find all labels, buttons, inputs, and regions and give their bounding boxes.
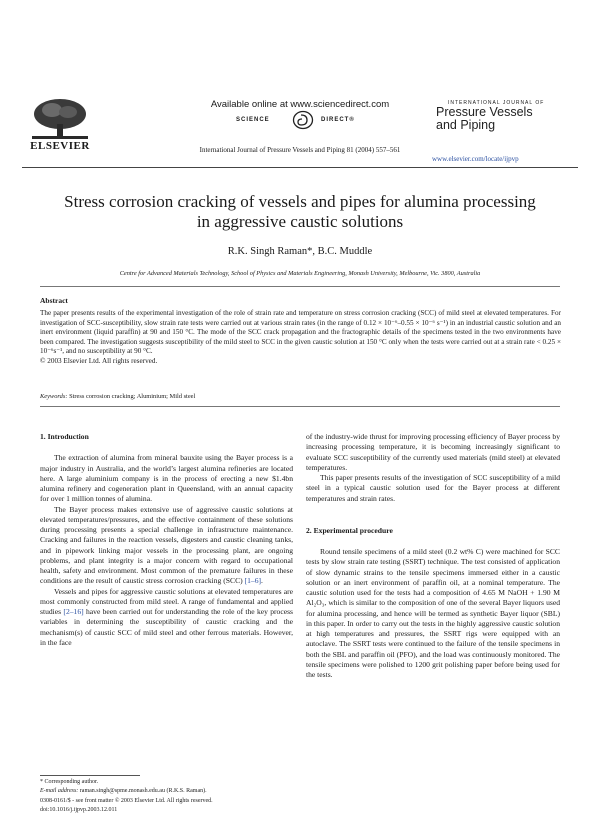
abstract-body [40,309,561,367]
abstract-copyright: © 2003 Elsevier Ltd. All rights reserved. [40,356,158,365]
intro-paragraph-4: of the industry-wide thrust for improving processing efficiency of Bayer process by increasing processing temperature, it is becoming increasingly significant to evaluate SCC susceptibility of the currently used materials (mild steel) at elevated temperatures. [306,432,560,472]
journal-logo-small: INTERNATIONAL JOURNAL OF [448,100,545,106]
journal-logo-line2: and Piping [436,118,496,132]
affiliation: Centre for Advanced Materials Technology, School of Physics and Materials Engineering, Monash University, Melbourne, Vic. 3800, Australia [119,270,481,277]
corresponding-author-note: * Corresponding author. [40,779,99,785]
experimental-heading: 2. Experimental procedure [306,525,393,535]
title-line-2: in aggressive caustic solutions [196,212,404,231]
citation-link[interactable]: [1–6] [244,576,262,586]
intro-heading: 1. Introduction [40,432,89,441]
keywords [40,393,195,400]
intro-paragraph-2: The Bayer process makes extensive use of aggressive caustic solutions at elevated temperatures/pressures, and the effective containment of these solutions during processing presents a special challenge in infrastructure maintenance. Cracking and failures in the reaction vessels, digesters and caustic cleaning tanks, and in pipework linking major vessels in the processing plant, are ongoing problems, and plant integrity is a major concern with regard to occupational health, safety and environment. Most common of the premature failures in these conditions are the result of caustic stress corrosion cracking (SCC) [1–6]. [40,504,293,586]
article-title [30,192,570,232]
journal-url-link[interactable]: www.elsevier.com/locate/ijpvp [432,155,519,163]
email-label: E-mail address: [40,787,79,794]
intro-paragraph-1: The extraction of alumina from mineral bauxite using the Bayer process is a major industry in Australia, and the world’s largest alumina refineries are located here. A large aluminium company is in the process of erecting a new $1.4bn alumina refinery and cogeneration plant in Queensland, with an annual capacity for over 1 million tonnes of alumina. [40,453,293,504]
page-footer [40,797,340,814]
abstract-heading: Abstract [40,296,68,305]
keywords-label: Keywords: [40,393,68,400]
right-column [306,432,560,680]
email-line [40,787,300,796]
elsevier-tree-icon [22,96,98,140]
elsevier-wordmark: ELSEVIER [30,140,90,152]
sd-brand-right: DIRECT® [321,117,355,123]
journal-citation: International Journal of Pressure Vessels and Piping 81 (2004) 557–561 [199,146,401,154]
intro-paragraph-5: This paper presents results of the investigation of SCC susceptibility of a mild steel in a typical caustic solution used for the Bayer process at different temperatures and strain rates. [306,473,560,503]
footnote-divider [40,775,140,776]
intro-p2-text: The Bayer process makes extensive use of aggressive caustic solutions at elevated temperatures/pressures, and the effective containment of these solutions during processing presents a special challenge in infrastructure maintenance. Cracking and failures in the reaction vessels, digesters and caustic cleaning tanks, and in pipework linking major vessels in the processing plant, are ongoing problems, and plant integrity is a major concern with regard to occupational health, safety and environment. Most common of the premature failures in these conditions are the result of caustic stress corrosion cracking (SCC) [40,504,293,586]
intro-p3-text-a: Vessels and pipes for aggressive caustic solutions at elevated temperatures are most commonly constructed from mild steel. A range of fundamental and applied studies [40,586,293,616]
journal-logo [436,100,576,132]
abstract-top-divider [40,286,560,287]
citation-link[interactable]: [2–16] [63,607,84,616]
abstract-text: The paper presents results of the experimental investigation of the role of strain rate and temperature on stress corrosion cracking (SCC) of mild steel at elevated temperatures. For investigation of SCC-susceptibility, slow strain rate tests were carried out at various strain rates (in the range of 0.12 × 10⁻⁶–0.55 × 10⁻⁶ s⁻¹) in an industrial caustic solution and an inert environment (liquid paraffin) at 90 and 150 °C. The mode of the SCC crack propagation and the fractographic details of the specimens tested in the two environments have been compared. The investigation suggests susceptibility of the mild steel to SCC in the given caustic solution at 150 °C only when the tests were carried out at a strain rate < 0.25 × 10⁻⁶s⁻¹, and no susceptibility at 90 °C. [40,309,561,356]
intro-p3-text-b: have been carried out for understanding the role of the key process variables in determining the susceptibility of caustic cracking and the mechanism(s) of caustic SCC of mild steel and other ferrous materials. However, in the face [40,607,294,647]
sciencedirect-d-icon [292,110,314,130]
header-divider [22,167,578,168]
available-online-line: Available online at www.sciencedirect.com [210,99,390,110]
experimental-paragraph-1: Round tensile specimens of a mild steel (0.2 wt% C) were machined for SCC tests by slow strain rate testing (SSRT) technique. The test consisted of application of slow dynamic strains to the tensile specimens immersed either in a caustic solution or an inert environment of paraffin oil, at a nominal temperature. The caustic solution used for the tests had a composition of 4.65 M NaOH + 1.90 M Al₂O₃, which is similar to the composition of one of the several Bayer liquors used for alumina processing, and hence will be termed as synthetic Bayer liquor (SBL) in this paper. In order to carry out the tests in the highly aggressive caustic solution at high temperatures and pressures, the SSRT rigs were equipped with an autoclave. The SSRT tests were continued to the failure of the tensile specimens in both the SBL and paraffin oil (PFO), and the load was continuously monitored. The tensile specimens were polished to 1200 grit polishing paper before being used for the tests. [306,547,561,679]
sciencedirect-logo [220,110,380,130]
keywords-list: Stress corrosion cracking; Aluminium; Mild steel [69,393,196,400]
left-column [40,432,293,648]
title-line-1: Stress corrosion cracking of vessels and pipes for alumina processing [64,192,536,211]
email-address[interactable]: raman.singh@spme.monash.edu.au (R.K.S. Raman). [79,787,207,794]
abstract-bottom-divider [40,406,560,407]
doi-line: doi:10.1016/j.ijpvp.2003.12.011 [40,806,118,813]
authors: R.K. Singh Raman*, B.C. Muddle [227,246,373,257]
footnote [40,778,300,795]
journal-logo-line1: Pressure Vessels [436,105,533,119]
elsevier-logo [22,96,98,152]
issn-line: 0308-0161/$ - see front matter © 2003 Elsevier Ltd. All rights reserved. [40,798,213,804]
sd-brand-left: SCIENCE [236,117,270,123]
intro-paragraph-3 [40,587,293,649]
